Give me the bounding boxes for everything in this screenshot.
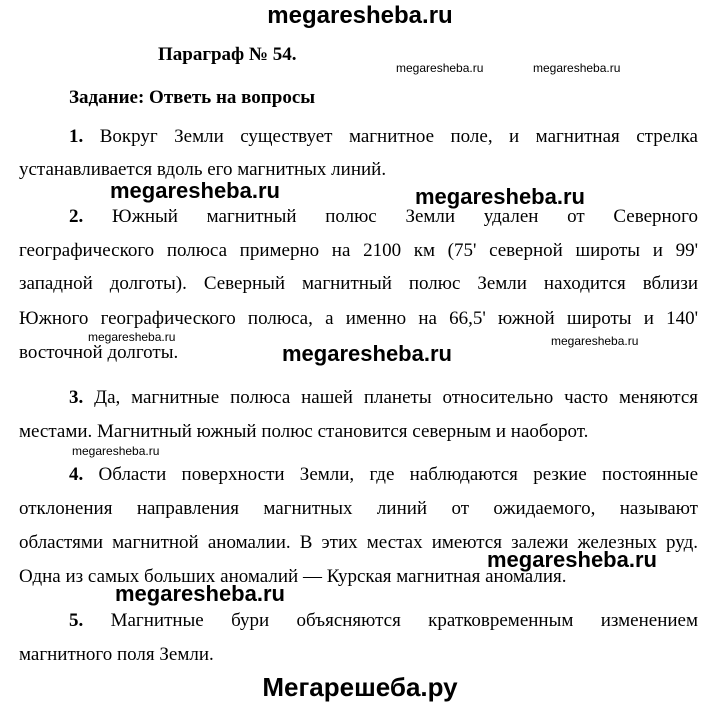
answer-4-line-1 (19, 463, 698, 487)
answer-text: областями магнитной аномалии. В этих местах имеются залежи железных руд. (19, 532, 698, 553)
answer-number: 5. (69, 610, 84, 631)
answer-text: географического полюса примерно на 2100 км (75' северной широты и 99' (19, 240, 698, 261)
watermark-big: megaresheba.ru (115, 581, 285, 606)
answer-text: местами. Магнитный южный полюс становится северным и наоборот. (19, 421, 589, 442)
watermark-small: megaresheba.ru (88, 330, 176, 344)
watermark-big: megaresheba.ru (282, 341, 452, 366)
answer-number: 4. (69, 464, 84, 485)
answer-text: Вокруг Земли существует магнитное поле, и магнитная стрелка (99, 126, 698, 147)
watermark-top: megaresheba.ru (267, 2, 453, 29)
answer-3-line-1 (19, 386, 698, 410)
answer-text: Одна из самых больших аномалий — Курская магнитная аномалия. (19, 566, 567, 587)
watermark-small: megaresheba.ru (396, 61, 484, 75)
answer-number: 3. (69, 387, 84, 408)
answer-4-line-2 (19, 497, 698, 521)
answer-text: Южного географического полюса, а именно на 66,5' южной широты и 140' (19, 308, 698, 329)
answer-2-line-4 (19, 307, 698, 331)
paragraph-title: Параграф № 54. (158, 44, 297, 65)
answer-2-line-2 (19, 239, 698, 263)
answer-text: Южный магнитный полюс Земли удален от Северного (111, 206, 698, 227)
watermark-big: megaresheba.ru (110, 178, 280, 203)
answer-5-line-2 (19, 643, 698, 667)
answer-number: 2. (69, 206, 84, 227)
answer-3-line-2 (19, 420, 698, 444)
watermark-big: megaresheba.ru (415, 184, 585, 209)
answer-2-line-3 (19, 272, 698, 296)
answer-1-line-1 (19, 125, 698, 149)
answer-text: Да, магнитные полюса нашей планеты относительно часто меняются (94, 387, 698, 408)
watermark-big: megaresheba.ru (487, 547, 657, 572)
answer-text: западной долготы). Северный магнитный полюс Земли находится вблизи (19, 273, 698, 294)
answer-5-line-1 (19, 609, 698, 633)
watermark-small: megaresheba.ru (551, 334, 639, 348)
answer-text: магнитного поля Земли. (19, 644, 214, 665)
answer-text: Магнитные бури объясняются кратковременным изменением (110, 610, 699, 631)
answer-text: Области поверхности Земли, где наблюдаются резкие постоянные (98, 464, 698, 485)
task-heading: Задание: Ответь на вопросы (69, 87, 316, 108)
watermark-small: megaresheba.ru (533, 61, 621, 75)
answer-text: устанавливается вдоль его магнитных линий. (19, 159, 387, 180)
answer-text: отклонения направления магнитных линий от ожидаемого, называют (19, 498, 698, 519)
answer-text: восточной долготы. (19, 342, 179, 363)
watermark-small: megaresheba.ru (72, 444, 160, 458)
watermark-bottom: Мегарешеба.ру (262, 672, 458, 702)
answer-2-line-1 (19, 205, 698, 229)
answer-number: 1. (69, 126, 84, 147)
